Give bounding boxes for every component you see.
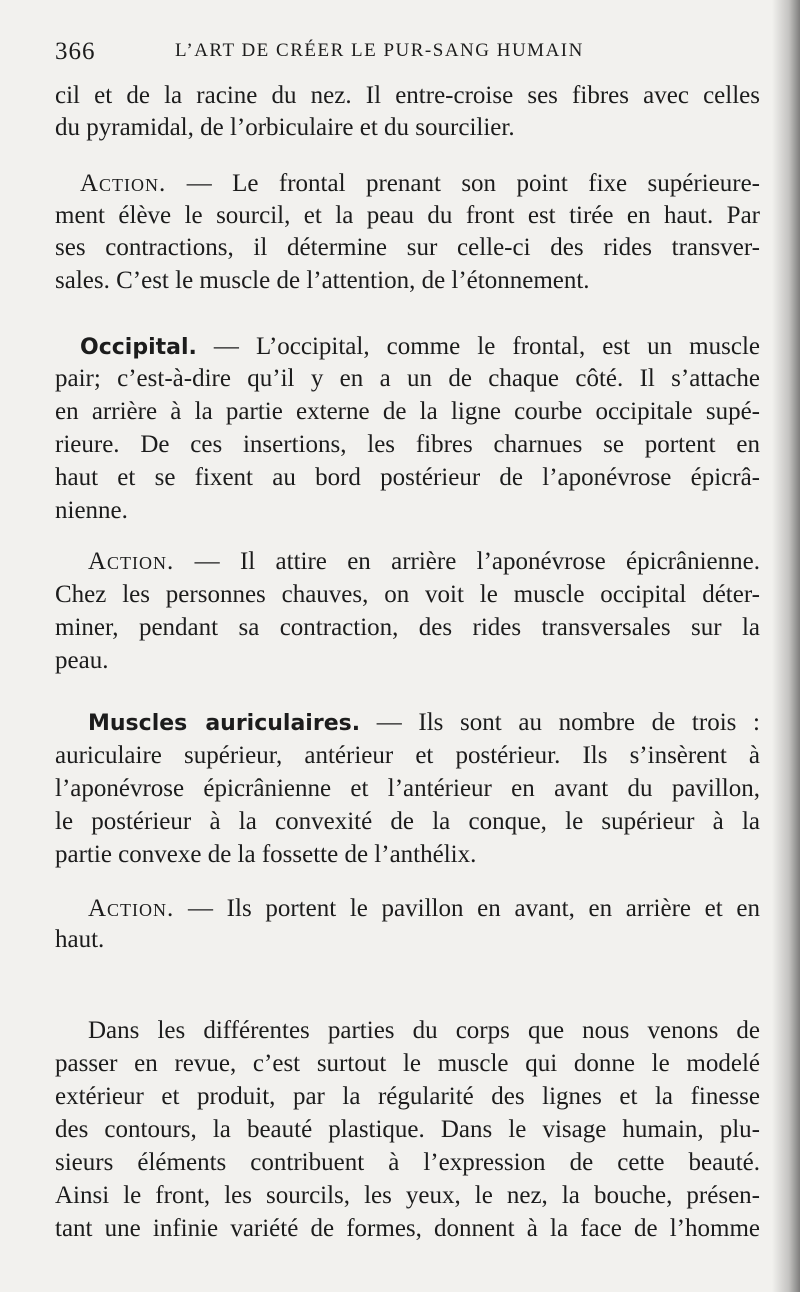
text-line: Chez les personnes chauves, on voit le muscle occipital déter- [55,581,760,608]
text-line: le postérieur à la convexité de la conque, le supérieur à la [55,808,760,835]
action-label: Action. [80,170,167,197]
text-line: haut et se fixent au bord postérieur de l’aponévrose épicrâ- [55,464,760,491]
action-paragraph-line: Action. — Il attire en arrière l’aponévrose épicrânienne. [88,548,760,575]
action-label: Action. [88,548,175,575]
text-line: extérieur et produit, par la régularité des lignes et la finesse [55,1083,760,1110]
action-label: Action. [88,895,175,922]
text-line: sieurs éléments contribuent à l’expression de cette beauté. [55,1149,760,1176]
page-number: 366 [55,38,96,65]
text-line: sales. C’est le muscle de l’attention, de l’étonnement. [55,267,590,294]
text-line: tant une infinie variété de formes, donnent à la face de l’homme [55,1215,760,1242]
text-line: en arrière à la partie externe de la ligne courbe occipitale supé- [55,398,760,425]
section-heading: Occipital. [80,335,197,360]
running-title: L’ART DE CRÉER LE PUR-SANG HUMAIN [175,40,584,61]
page-edge-shadow [772,0,800,1292]
text-line: auriculaire supérieur, antérieur et postérieur. Ils s’insèrent à [55,742,760,769]
text-line: haut. [55,926,105,953]
text-line: des contours, la beauté plastique. Dans le visage humain, plu- [55,1116,760,1143]
section-heading-line: Muscles auriculaires. — Ils sont au nombre de trois : [88,709,760,736]
section-heading: Muscles auriculaires. [88,711,361,736]
text-line: peau. [55,647,109,674]
section-heading-line: Occipital. — L’occipital, comme le frontal, est un muscle [80,333,760,360]
text-line: cil et de la racine du nez. Il entre-croise ses fibres avec celles [55,82,760,109]
text-line: Ainsi le front, les sourcils, les yeux, le nez, la bouche, présen- [55,1182,760,1209]
text-line: miner, pendant sa contraction, des rides transversales sur la [55,614,760,641]
action-paragraph-line: Action. — Ils portent le pavillon en avant, en arrière et en [88,895,760,922]
text-line: nienne. [55,497,128,524]
text-line: partie convexe de la fossette de l’anthélix. [55,841,477,868]
text-line: passer en revue, c’est surtout le muscle qui donne le modelé [55,1050,760,1077]
text-line: du pyramidal, de l’orbiculaire et du sourcilier. [55,114,515,141]
text-line: ses contractions, il détermine sur celle-ci des rides transver- [55,234,760,261]
text-line: pair; c’est-à-dire qu’il y en a un de chaque côté. Il s’attache [55,365,760,392]
text-line: rieure. De ces insertions, les fibres charnues se portent en [55,431,760,458]
text-line: Dans les différentes parties du corps que nous venons de [88,1017,760,1044]
action-paragraph-line: Action. — Le frontal prenant son point fixe supérieure- [80,170,760,197]
text-line: ment élève le sourcil, et la peau du front est tirée en haut. Par [55,202,760,229]
text-line: l’aponévrose épicrânienne et l’antérieur en avant du pavillon, [55,775,760,802]
